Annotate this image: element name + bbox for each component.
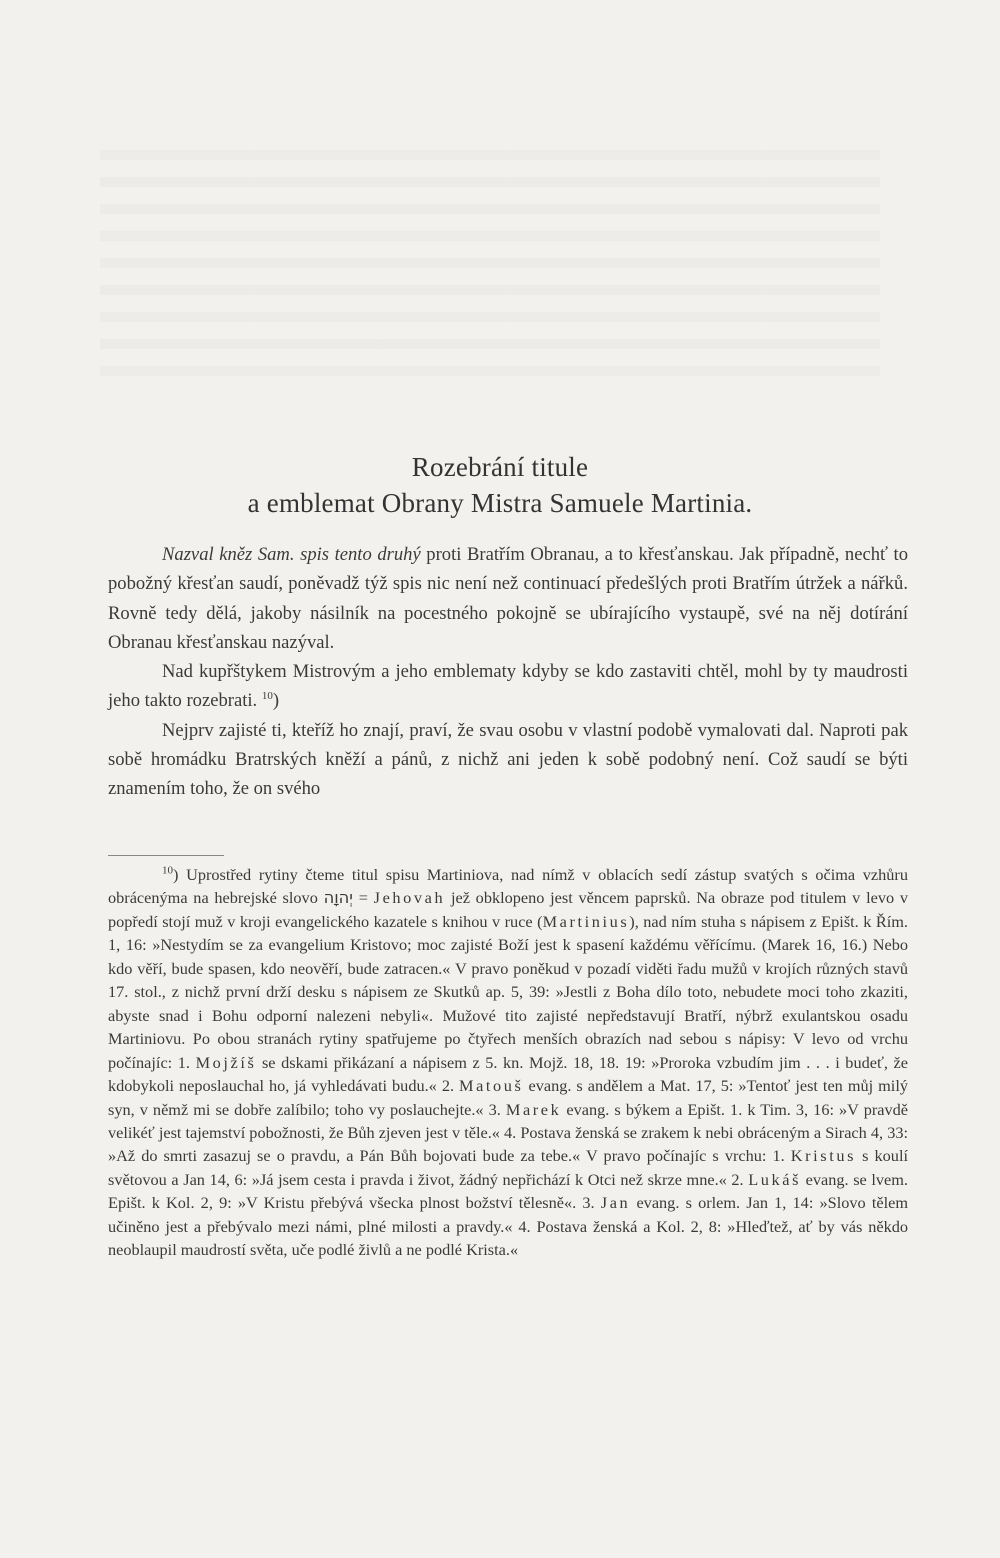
paragraph-1-text: proti Bratřím Obranau, a to křesťanskau. Jak případně, nechť to pobožný křesťan saudí, poněvadž týž spis nic není než continuací předešlých proti Bratřím útržek a nářků. Rovně tedy dělá, jakoby násilník na pocestného pokojně se ubírajícího vystaupě, své na něj dotírání Obranau křesťanskau nazýval.: [108, 544, 909, 653]
paragraph-3-text: Nejprv zajisté ti, kteříž ho znají, praví, že svau osobu v vlastní podobě vymalovati dal. Naproti pak sobě hromádku Bratrských kněží a pánů, z nichž ani jeden k sobě podobný není. Což saudí se býti znamením toho, že on svého: [108, 719, 908, 800]
paragraph-2: [108, 657, 908, 716]
spaced-word-jan: Jan: [600, 1193, 631, 1213]
page-title-line-2: a emblemat Obrany Mistra Samuele Martinia.: [247, 488, 753, 518]
italic-phrase: Nazval kněz Sam. spis tento druhý: [162, 544, 421, 565]
spaced-word-jehovah: Jehovah: [373, 888, 446, 908]
footnote-reference-paren: ): [272, 690, 280, 712]
footnote-text: jež obklopeno jest věncem paprsků. Na obraze pod titulem v levo v popředí stojí muž v kroji evangelického kazatele s knihou v ruce (: [108, 888, 908, 931]
paragraph-3: [108, 716, 908, 804]
footnote-reference: 10: [261, 690, 273, 703]
footnote-text: se dskami přikázaní a nápisem z 5. kn. Mojž. 18, 18. 19: »Proroka vzbudím jim . . . i budeť, že kdobykoli neposlauchal ho, já vyhledávati budu.« 2.: [108, 1052, 908, 1096]
paragraph-2-text: Nad kupřštykem Mistrovým a jeho emblematy kdyby se kdo zastaviti chtěl, mohl by ty maudrosti jeho takto rozebrati.: [108, 661, 908, 712]
paragraph-1: [108, 540, 908, 657]
spaced-word-martinius: Martinius: [542, 911, 630, 931]
footnote-divider: [108, 855, 224, 856]
footnote-text: evang. s býkem a Epišt. 1. k Tim. 3, 16: »V pravdě velikéť jest tajemství pobožnosti, že Bůh zjeven jest v těle.« 4. Postava ženská se zrakem k nebi obráceným a Sirach 4, 33: »Až do smrti zasazuj se o pravdu, a Pán Bůh bojovati bude za tebe.« V pravo počínajíc s vrchu: 1.: [108, 1099, 908, 1166]
spaced-word-lukas: Lukáš: [748, 1169, 802, 1189]
footnote-text: ), nad ním stuha s nápisem z Epišt. k Řím. 1, 16: »Nestydím se za evangelium Kristovo; moc zajisté Boží jest k spasení každému věřícímu. (Marek 16, 16.) Nebo kdo věří, bude spasen, kdo neověří, bude zatracen.« V pravo poněkud v pozadí viděti řadu mužů v krojích různých stavů 17. stol., z nichž první drží desku s nápisem ze Skutků ap. 5, 39: »Jestli z Boha dílo toto, nebudete moci toho zkaziti, abyste snad i Bohu odporní nalezeni nebyli«. Mužové tito zajisté nepředstavují Bratří, nýbrž exulantskou osadu Martiniovu. Po obou stranách rytiny spatřujeme po čtyřech menších obrazích nad sebou s nápisy: V levo od vrchu počínajíc: 1.: [108, 911, 908, 1072]
main-text: [108, 540, 908, 804]
bleed-through-text: [100, 150, 880, 380]
footnote-text: =: [352, 888, 374, 908]
hebrew-word: יְהוָה: [323, 888, 353, 908]
footnote-text: ) Uprostřed rytiny čteme titul spisu Martiniova, nad nímž v oblacích sedí zástup svatých s očima vzhůru obrácenýma na hebrejské slovo: [108, 865, 908, 908]
footnote-paragraph: [108, 863, 908, 1262]
spaced-word-mojzis: Mojžíš: [195, 1052, 257, 1072]
footnote: [108, 863, 908, 1262]
page-title-line-1: Rozebrání titule: [411, 452, 589, 482]
spaced-word-kristus: Kristus: [790, 1146, 857, 1166]
footnote-text: evang. se lvem. Epišt. k Kol. 2, 9: »V Kristu přebývá všecka plnost božství tělesně«. 3.: [108, 1169, 909, 1213]
footnote-text: evang. s andělem a Mat. 17, 5: »Tentoť jest ten můj milý syn, v němž mi se dobře zalíbilo; toho vy poslauchejte.« 3.: [108, 1076, 908, 1119]
spaced-word-marek: Marek: [505, 1099, 562, 1119]
spaced-word-matous: Matouš: [459, 1076, 524, 1096]
footnote-text: evang. s orlem. Jan 1, 14: »Slovo tělem učiněno jest a přebývalo mezi námi, plné milosti a pravdy.« 4. Postava ženská a Kol. 2, 8: »Hleďtež, ať by vás někdo neoblaupil maudrostí světa, uče podlé živlů a ne podlé Krista.«: [108, 1193, 908, 1260]
footnote-text: s koulí světovou a Jan 14, 6: »Já jsem cesta i pravda i život, žádný nepřichází k Otci než skrze mne.« 2.: [108, 1146, 908, 1189]
footnote-marker: 10: [162, 864, 173, 877]
